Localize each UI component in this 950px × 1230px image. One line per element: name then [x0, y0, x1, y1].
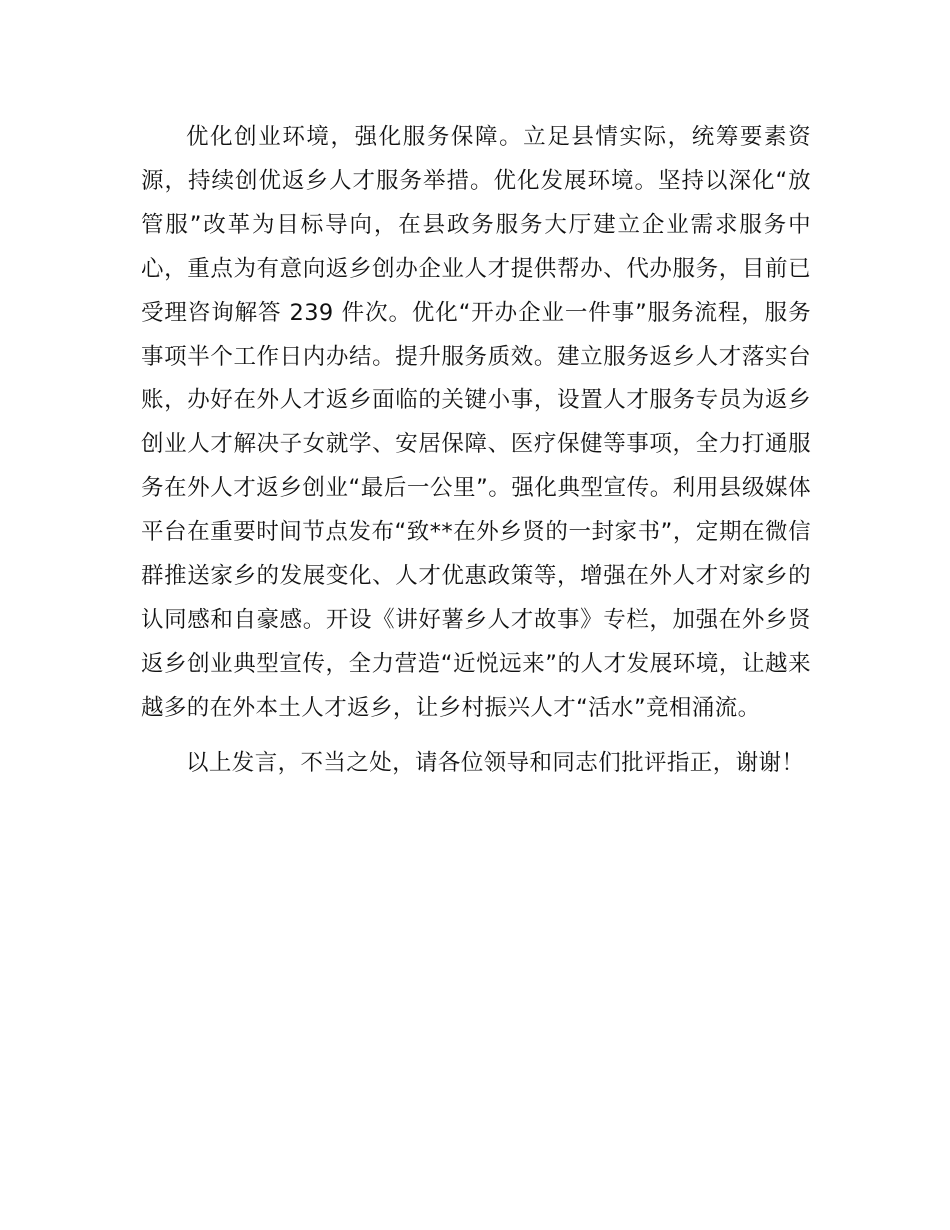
paragraph-service-guarantee: 优化创业环境，强化服务保障。立足县情实际，统筹要素资源，持续创优返乡人才服务举措。优化发展环境。坚持以深化“放管服”改革为目标导向，在县政务服务大厅建立企业需求服务中心，重点为有意向返乡创办企业人才提供帮办、代办服务，目前已受理咨询解答 239 件次。优化“开办企业一件事”服务流程，服务事项半个工作日内办结。提升服务质效。建立服务返乡人才落实台账，办好在外人才返乡面临的关键小事，设置人才服务专员为返乡创业人才解决子女就学、安居保障、医疗保健等事项，全力打通服务在外人才返乡创业“最后一公里”。强化典型宣传。利用县级媒体平台在重要时间节点发布“致**在外乡贤的一封家书”，定期在微信群推送家乡的发展变化、人才优惠政策等，增强在外人才对家乡的认同感和自豪感。开设《讲好薯乡人才故事》专栏，加强在外乡贤返乡创业典型宣传，全力营造“近悦远来”的人才发展环境，让越来越多的在外本土人才返乡，让乡村振兴人才“活水”竞相涌流。	[141, 124, 811, 721]
document-body	[141, 116, 811, 786]
paragraph-closing-remarks: 以上发言，不当之处，请各位领导和同志们批评指正，谢谢！	[186, 749, 805, 776]
